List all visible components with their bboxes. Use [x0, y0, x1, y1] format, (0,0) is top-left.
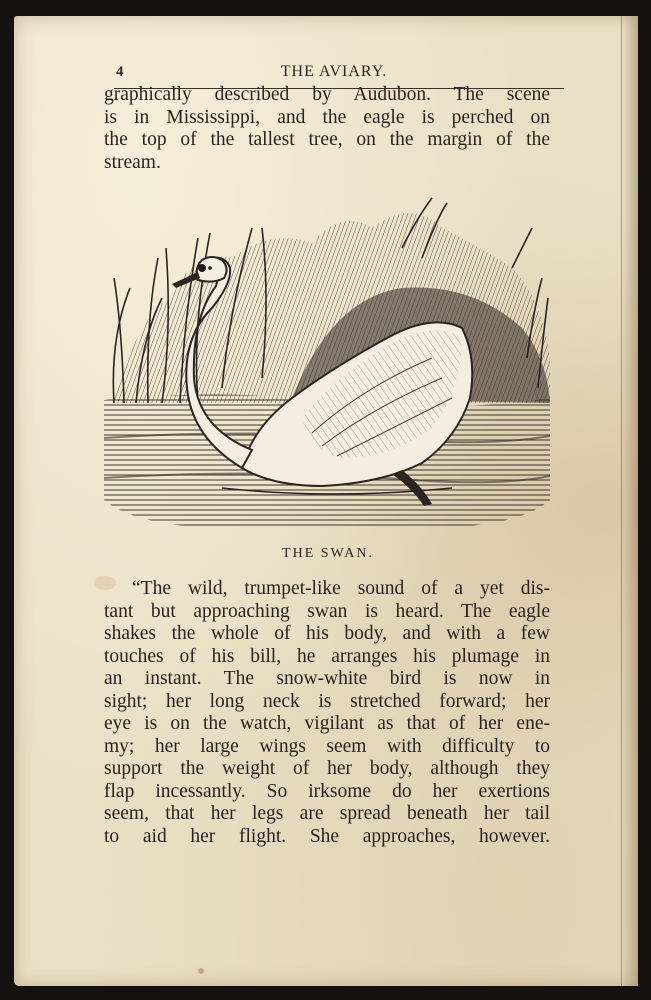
text-line: the top of the tallest tree, on the margin of the [104, 129, 550, 150]
running-title: THE AVIARY. [280, 63, 388, 80]
page-gutter [621, 16, 638, 986]
text-line: graphically described by Audubon. The scene [104, 84, 550, 105]
running-head [104, 46, 564, 80]
text-line: to aid her flight. She approaches, however. [104, 825, 550, 847]
text-line: flap incessantly. So irksome do her exertions [104, 780, 550, 802]
text-line: stream. [104, 151, 161, 173]
paragraph-quote [104, 578, 550, 848]
swan-engraving [102, 188, 554, 533]
book-page [14, 16, 638, 986]
text-line: touches of his bill, he arranges his plumage in [104, 645, 550, 667]
text-line: sight; her long neck is stretched forward; her [104, 690, 550, 712]
text-line: seem, that her legs are spread beneath her tail [104, 803, 550, 824]
foxing-spot [198, 968, 204, 974]
page-number: 4 [116, 64, 124, 80]
text-line: an instant. The snow-white bird is now in [104, 668, 550, 689]
text-line: tant but approaching swan is heard. The eagle [104, 600, 550, 622]
text-line: support the weight of her body, although they [104, 758, 550, 779]
foxing-spot [94, 576, 116, 590]
text-line: shakes the whole of his body, and with a few [104, 623, 550, 644]
text-line: eye is on the watch, vigilant as that of her ene- [104, 713, 550, 734]
text-line: “The wild, trumpet-like sound of a yet dis- [132, 578, 550, 599]
paragraph-continuation [104, 84, 550, 174]
text-line: my; her large wings seem with difficulty to [104, 735, 550, 757]
illustration-caption: THE SWAN. [282, 546, 374, 561]
text-line: is in Mississippi, and the eagle is perched on [104, 106, 550, 128]
